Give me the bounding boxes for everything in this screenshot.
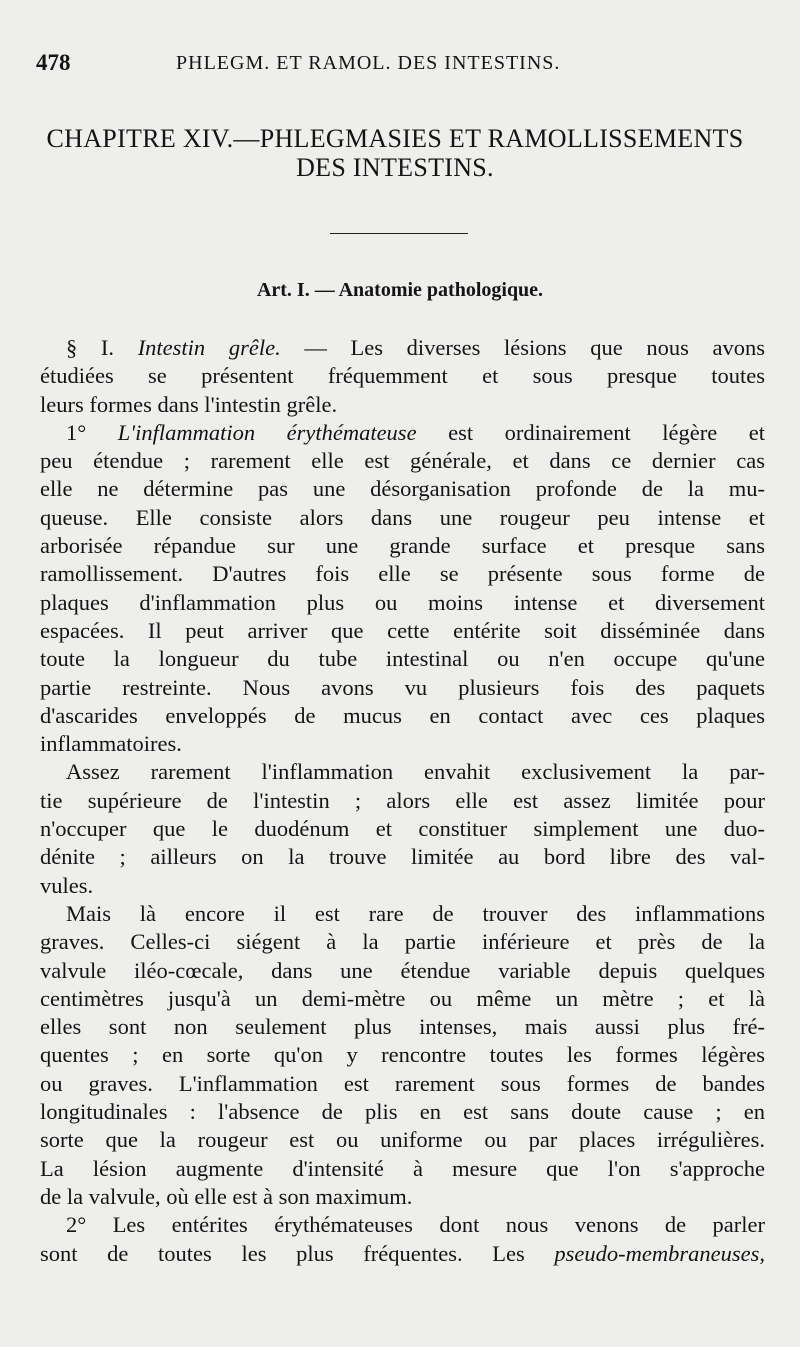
text-line: leurs formes dans l'intestin grêle. (40, 391, 338, 417)
body-text (40, 334, 765, 1268)
item-heading: L'inflammation érythémateuse (117, 419, 417, 445)
text-line: dénite ; ailleurs on la trouve limitée au bord libre des val- (40, 844, 765, 870)
paragraph-1 (40, 419, 765, 759)
text-line: vules. (40, 872, 94, 898)
section-1-paragraph (40, 334, 765, 419)
text-line: La lésion augmente d'intensité à mesure que l'on s'approche (40, 1155, 765, 1181)
running-title: PHLEGM. ET RAMOL. DES INTESTINS. (176, 52, 561, 74)
text-line: elles sont non seulement plus intenses, mais aussi plus fré- (40, 1014, 765, 1040)
text-line: toute la longueur du tube intestinal ou n'en occupe qu'une (40, 646, 765, 672)
section-heading: Intestin grêle. (137, 335, 281, 360)
text-line: plaques d'inflammation plus ou moins intense et diversement (40, 589, 765, 615)
article-title: Art. I. — Anatomie pathologique. (256, 279, 544, 301)
running-head (36, 50, 761, 80)
text-line: arborisée répandue sur une grande surface et presque sans (40, 533, 765, 559)
chapter-title-line-2: DES INTESTINS. (296, 153, 494, 182)
text-line: tie supérieure de l'intestin ; alors elle est assez limitée pour (40, 787, 765, 813)
text-line: sorte que la rougeur est ou uniforme ou par places irrégulières. (40, 1127, 765, 1153)
item-number: 1° (66, 419, 87, 445)
page-number: 478 (36, 50, 71, 75)
text-line: queuse. Elle consiste alors dans une rougeur peu intense et (40, 504, 765, 530)
text-line: 2° Les entérites érythémateuses dont nous venons de parler (66, 1212, 766, 1238)
text-line: Assez rarement l'inflammation envahit exclusivement la par- (66, 759, 765, 785)
paragraph-4 (40, 1211, 765, 1268)
paragraph-3 (40, 900, 765, 1211)
section-mark: § I. (66, 335, 115, 360)
text-line: ramollissement. D'autres fois elle se présente sous forme de (40, 561, 765, 587)
text-line: quentes ; en sorte qu'on y rencontre toutes les formes légères (40, 1042, 765, 1068)
text-line: longitudinales : l'absence de plis en est sans doute cause ; en (40, 1099, 765, 1125)
text-line: espacées. Il peut arriver que cette entérite soit disséminée dans (40, 617, 765, 643)
text-line: centimètres jusqu'à un demi-mètre ou même un mètre ; et là (40, 985, 765, 1011)
text-line: § I. Intestin grêle. — Les diverses lésions que nous avons (66, 335, 765, 360)
text-line: ou graves. L'inflammation est rarement sous formes de bandes (40, 1070, 765, 1096)
text-line: graves. Celles-ci siégent à la partie inférieure et près de la (40, 929, 765, 955)
chapter-title (30, 124, 760, 182)
chapter-title-line-1: CHAPITRE XIV.—PHLEGMASIES ET RAMOLLISSEMENTS (46, 124, 744, 153)
text-line: d'ascarides enveloppés de mucus en contact avec ces plaques (40, 702, 765, 728)
text-line: 1° L'inflammation érythémateuse est ordinairement légère et (66, 419, 766, 445)
text-line: n'occuper que le duodénum et constituer simplement une duo- (40, 816, 765, 842)
text-line: de la valvule, où elle est à son maximum. (40, 1183, 413, 1209)
text-line: inflammatoires. (40, 731, 182, 757)
item-number: 2° (66, 1212, 87, 1238)
text-line: Mais là encore il est rare de trouver des inflammations (66, 900, 765, 926)
paragraph-2 (40, 758, 765, 899)
text-line: elle ne détermine pas une désorganisation profonde de la mu- (40, 476, 765, 502)
text-line: peu étendue ; rarement elle est générale, et dans ce dernier cas (40, 448, 765, 474)
text-line: sont de toutes les plus fréquentes. Les pseudo-membraneuses, (40, 1240, 765, 1266)
text-line: étudiées se présentent fréquemment et sous presque toutes (40, 363, 765, 389)
text-line: valvule iléo-cœcale, dans une étendue variable depuis quelques (40, 957, 765, 983)
emphasis-term: pseudo-membraneuses, (554, 1240, 765, 1266)
section-rule (330, 233, 468, 234)
text-line: partie restreinte. Nous avons vu plusieurs fois des paquets (40, 674, 765, 700)
